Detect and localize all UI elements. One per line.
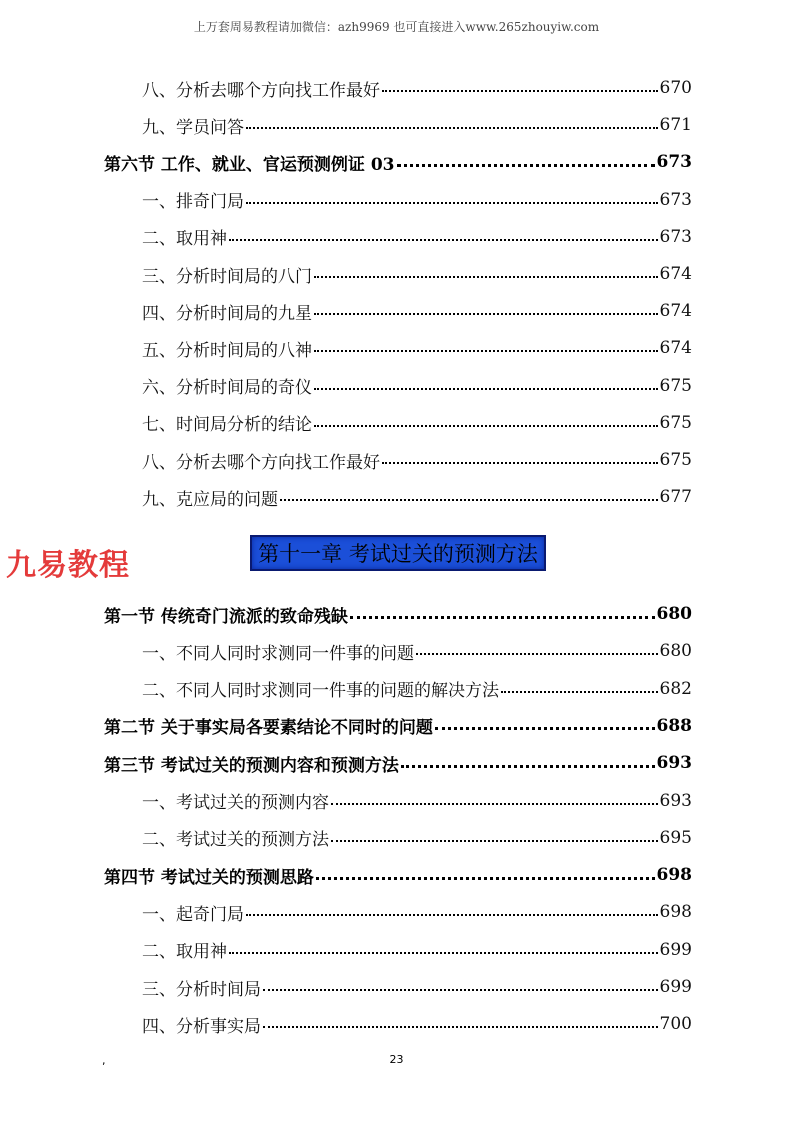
toc-entry-label: 一、起奇门局: [142, 904, 244, 925]
toc-entry-page: 688: [656, 715, 692, 736]
toc-sub-entry[interactable]: [0, 185, 793, 215]
toc-leader-dots: [350, 598, 655, 619]
toc-leader-dots: [382, 444, 658, 464]
toc-entry-label: 一、排奇门局: [142, 192, 244, 213]
toc-leader-dots: [246, 109, 658, 129]
toc-entry-page: 675: [659, 450, 692, 470]
toc-entry-page: 693: [656, 753, 692, 774]
toc-entry-label: 二、取用神: [142, 942, 227, 963]
toc-leader-dots: [246, 184, 658, 204]
toc-sub-entry[interactable]: [0, 897, 793, 927]
toc-sub-entry[interactable]: [0, 408, 793, 438]
toc-entry-label: 九、学员问答: [142, 117, 244, 138]
toc-entry-label: 第一节 传统奇门流派的致命残缺: [104, 606, 348, 627]
toc-entry-label: 一、不同人同时求测同一件事的问题: [142, 643, 414, 664]
toc-entry-label: 六、分析时间局的奇仪: [142, 378, 312, 399]
toc-section-entry[interactable]: [0, 599, 793, 629]
toc-leader-dots: [314, 258, 658, 278]
toc-entry-label: 二、取用神: [142, 229, 227, 250]
toc-entry-label: 八、分析去哪个方向找工作最好: [142, 80, 380, 101]
toc-entry-page: 698: [656, 865, 692, 886]
toc-sub-entry[interactable]: [0, 222, 793, 252]
toc-leader-dots: [416, 635, 658, 655]
toc-leader-dots: [246, 896, 658, 916]
toc-leader-dots: [263, 1008, 658, 1028]
toc-leader-dots: [229, 221, 658, 241]
toc-entry-page: 700: [659, 1014, 692, 1035]
toc-leader-dots: [397, 146, 655, 167]
toc-entry-label: 八、分析去哪个方向找工作最好: [142, 452, 380, 473]
toc-entry-page: 671: [659, 115, 692, 136]
toc-entry-label: 第三节 考试过关的预测内容和预测方法: [104, 755, 399, 776]
toc-entry-page: 699: [659, 977, 692, 997]
toc-leader-dots: [314, 295, 658, 315]
toc-leader-dots: [280, 481, 658, 501]
toc-entry-page: 677: [659, 487, 692, 508]
toc-sub-entry[interactable]: [0, 296, 793, 326]
toc-entry-page: 674: [659, 301, 692, 322]
toc-entry-page: 673: [659, 226, 692, 247]
toc-sub-entry[interactable]: [0, 786, 793, 816]
toc-entry-label: 第四节 考试过关的预测思路: [104, 867, 314, 888]
toc-sub-entry[interactable]: [0, 1009, 793, 1039]
toc-entry-label: 二、考试过关的预测方法: [142, 830, 329, 851]
watermark-logo: 九易教程: [6, 548, 130, 583]
toc-sub-entry[interactable]: [0, 482, 793, 512]
toc-entry-label: 四、分析时间局的九星: [142, 303, 312, 324]
toc-entry-page: 699: [659, 939, 692, 960]
toc-entry-label: 第六节 工作、就业、官运预测例证 03: [104, 154, 395, 175]
toc-leader-dots: [263, 971, 658, 991]
toc-leader-dots: [316, 859, 655, 880]
toc-entry-page: 675: [659, 375, 692, 396]
toc-sub-entry[interactable]: [0, 371, 793, 401]
toc-leader-dots: [331, 785, 658, 805]
toc-entry-page: 675: [659, 412, 692, 433]
toc-entry-label: 五、分析时间局的八神: [142, 340, 312, 361]
toc-sub-entry[interactable]: [0, 259, 793, 289]
toc-sub-entry[interactable]: [0, 674, 793, 704]
page-number: 23: [389, 1053, 404, 1066]
toc-leader-dots: [314, 407, 658, 427]
toc-leader-dots: [314, 370, 658, 390]
toc-entry-label: 四、分析事实局: [142, 1016, 261, 1037]
footer-mark: ,: [102, 1054, 106, 1067]
toc-entry-page: 670: [659, 78, 692, 98]
toc-entry-label: 一、考试过关的预测内容: [142, 793, 329, 813]
toc-sub-entry[interactable]: [0, 73, 793, 103]
toc-sub-entry[interactable]: [0, 445, 793, 475]
toc-entry-page: 682: [659, 678, 692, 699]
toc-section-entry[interactable]: [0, 748, 793, 778]
toc-leader-dots: [501, 673, 658, 693]
toc-sub-entry[interactable]: [0, 972, 793, 1002]
toc-entry-page: 673: [659, 189, 692, 210]
toc-leader-dots: [401, 747, 655, 768]
toc-entry-page: 693: [659, 790, 692, 811]
toc-entry-label: 二、不同人同时求测同一件事的问题的解决方法: [142, 681, 499, 702]
toc-entry-label: 第二节 关于事实局各要素结论不同时的问题: [104, 718, 433, 739]
toc-entry-page: 674: [659, 338, 692, 359]
toc-section-entry[interactable]: [0, 147, 793, 177]
toc-entry-label: 三、分析时间局: [142, 979, 261, 1000]
toc-sub-entry[interactable]: [0, 636, 793, 666]
chapter-title: 第十一章 考试过关的预测方法: [250, 535, 546, 571]
toc-entry-page: 698: [659, 902, 692, 923]
toc-entry-page: 674: [659, 264, 692, 284]
toc-leader-dots: [314, 332, 658, 352]
toc-sub-entry[interactable]: [0, 110, 793, 140]
toc-leader-dots: [382, 72, 658, 92]
toc-entry-page: 680: [659, 641, 692, 662]
toc-entry-page: 680: [656, 604, 692, 624]
toc-entry-label: 七、时间局分析的结论: [142, 415, 312, 436]
toc-sub-entry[interactable]: [0, 333, 793, 363]
toc-entry-page: 673: [656, 152, 692, 173]
toc-sub-entry[interactable]: [0, 823, 793, 853]
toc-section-entry[interactable]: [0, 711, 793, 741]
toc-leader-dots: [331, 822, 658, 842]
toc-leader-dots: [229, 934, 658, 954]
toc-leader-dots: [435, 709, 655, 730]
toc-entry-label: 九、克应局的问题: [142, 489, 278, 510]
toc-entry-label: 三、分析时间局的八门: [142, 266, 312, 287]
toc-section-entry[interactable]: [0, 860, 793, 890]
toc-sub-entry[interactable]: [0, 935, 793, 965]
page-header: 上万套周易教程请加微信：azh9969 也可直接进入www.265zhouyiw.com: [193, 20, 600, 34]
toc-entry-page: 695: [659, 827, 692, 848]
